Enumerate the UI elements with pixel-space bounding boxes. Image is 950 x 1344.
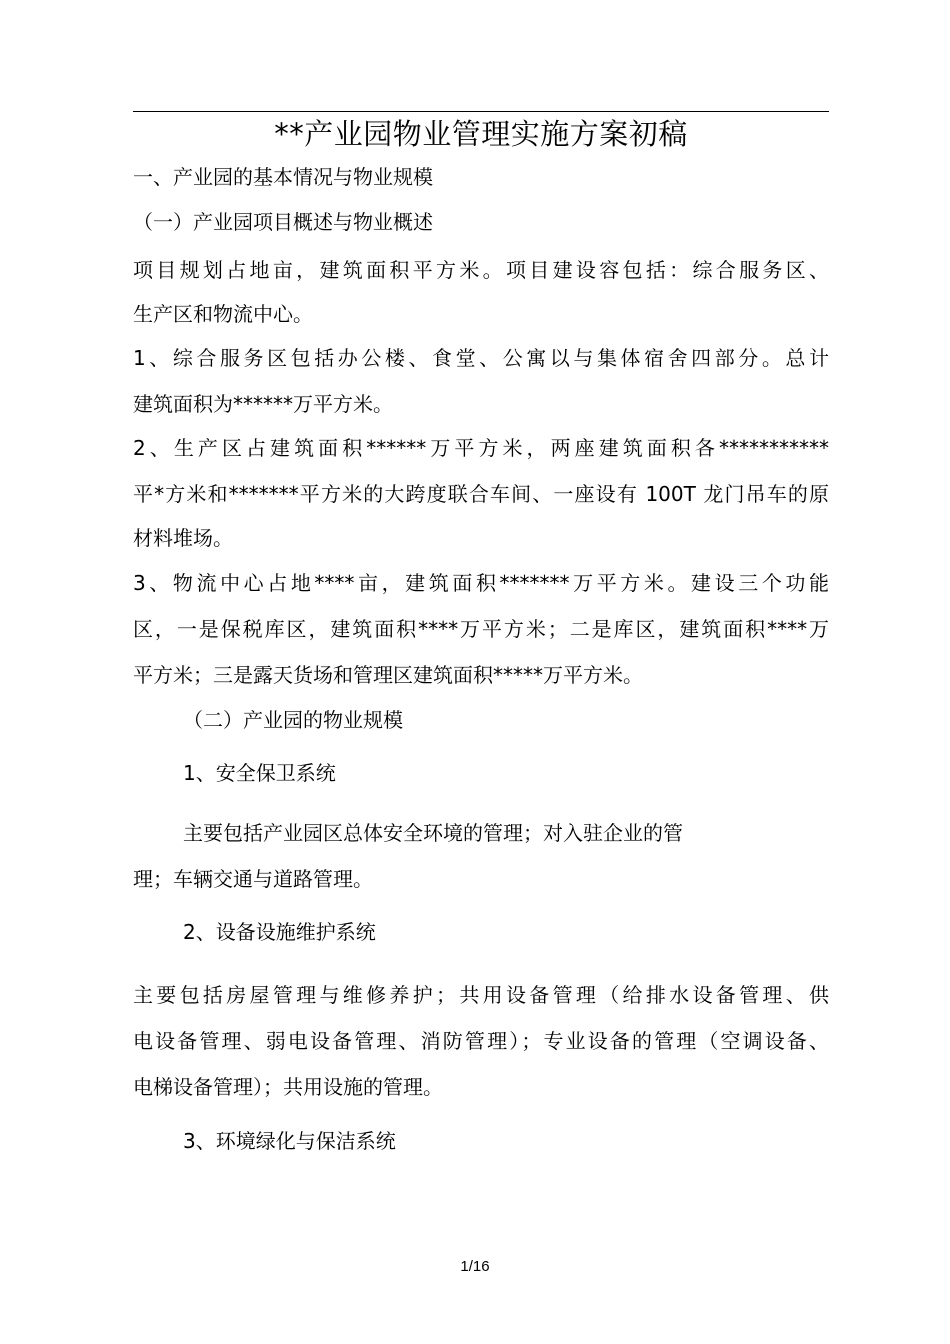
subsection-heading: （一）产业园项目概述与物业概述: [133, 210, 433, 234]
paragraph-line: 3、物流中心占地****亩，建筑面积*******万平方米。建设三个功能: [133, 571, 829, 595]
paragraph-line: 主要包括产业园区总体安全环境的管理；对入驻企业的管: [183, 821, 683, 845]
list-item: 3、环境绿化与保洁系统: [183, 1129, 396, 1153]
paragraph-line: 建筑面积为******万平方米。: [133, 392, 393, 416]
document-title: **产业园物业管理实施方案初稿: [274, 117, 688, 151]
paragraph-line: 材料堆场。: [133, 526, 233, 550]
paragraph-line: 平方米；三是露天货场和管理区建筑面积*****万平方米。: [133, 663, 643, 687]
paragraph-line: 项目规划占地亩，建筑面积平方米。项目建设容包括：综合服务区、: [133, 258, 829, 282]
paragraph-line: 1、综合服务区包括办公楼、食堂、公寓以与集体宿舍四部分。总计: [133, 346, 829, 370]
page-number: 1/16: [460, 1258, 490, 1275]
paragraph-line: 2、生产区占建筑面积******万平方米，两座建筑面积各***********: [133, 436, 829, 460]
paragraph-line: 电梯设备管理）；共用设施的管理。: [133, 1075, 443, 1099]
section-heading: 一、产业园的基本情况与物业规模: [133, 165, 433, 189]
paragraph-line: 电设备管理、弱电设备管理、消防管理）；专业设备的管理（空调设备、: [133, 1029, 829, 1053]
paragraph-line: 区，一是保税库区，建筑面积****万平方米；二是库区，建筑面积****万: [133, 617, 829, 641]
list-item: 1、安全保卫系统: [183, 761, 336, 785]
paragraph-line: 平*方米和*******平方米的大跨度联合车间、一座设有 100T 龙门吊车的原: [133, 482, 829, 506]
paragraph-line: 主要包括房屋管理与维修养护；共用设备管理（给排水设备管理、供: [133, 983, 829, 1007]
list-item: 2、设备设施维护系统: [183, 920, 376, 944]
paragraph-line: 理；车辆交通与道路管理。: [133, 867, 373, 891]
subsection-heading: （二）产业园的物业规模: [183, 708, 403, 732]
paragraph-line: 生产区和物流中心。: [133, 302, 313, 326]
